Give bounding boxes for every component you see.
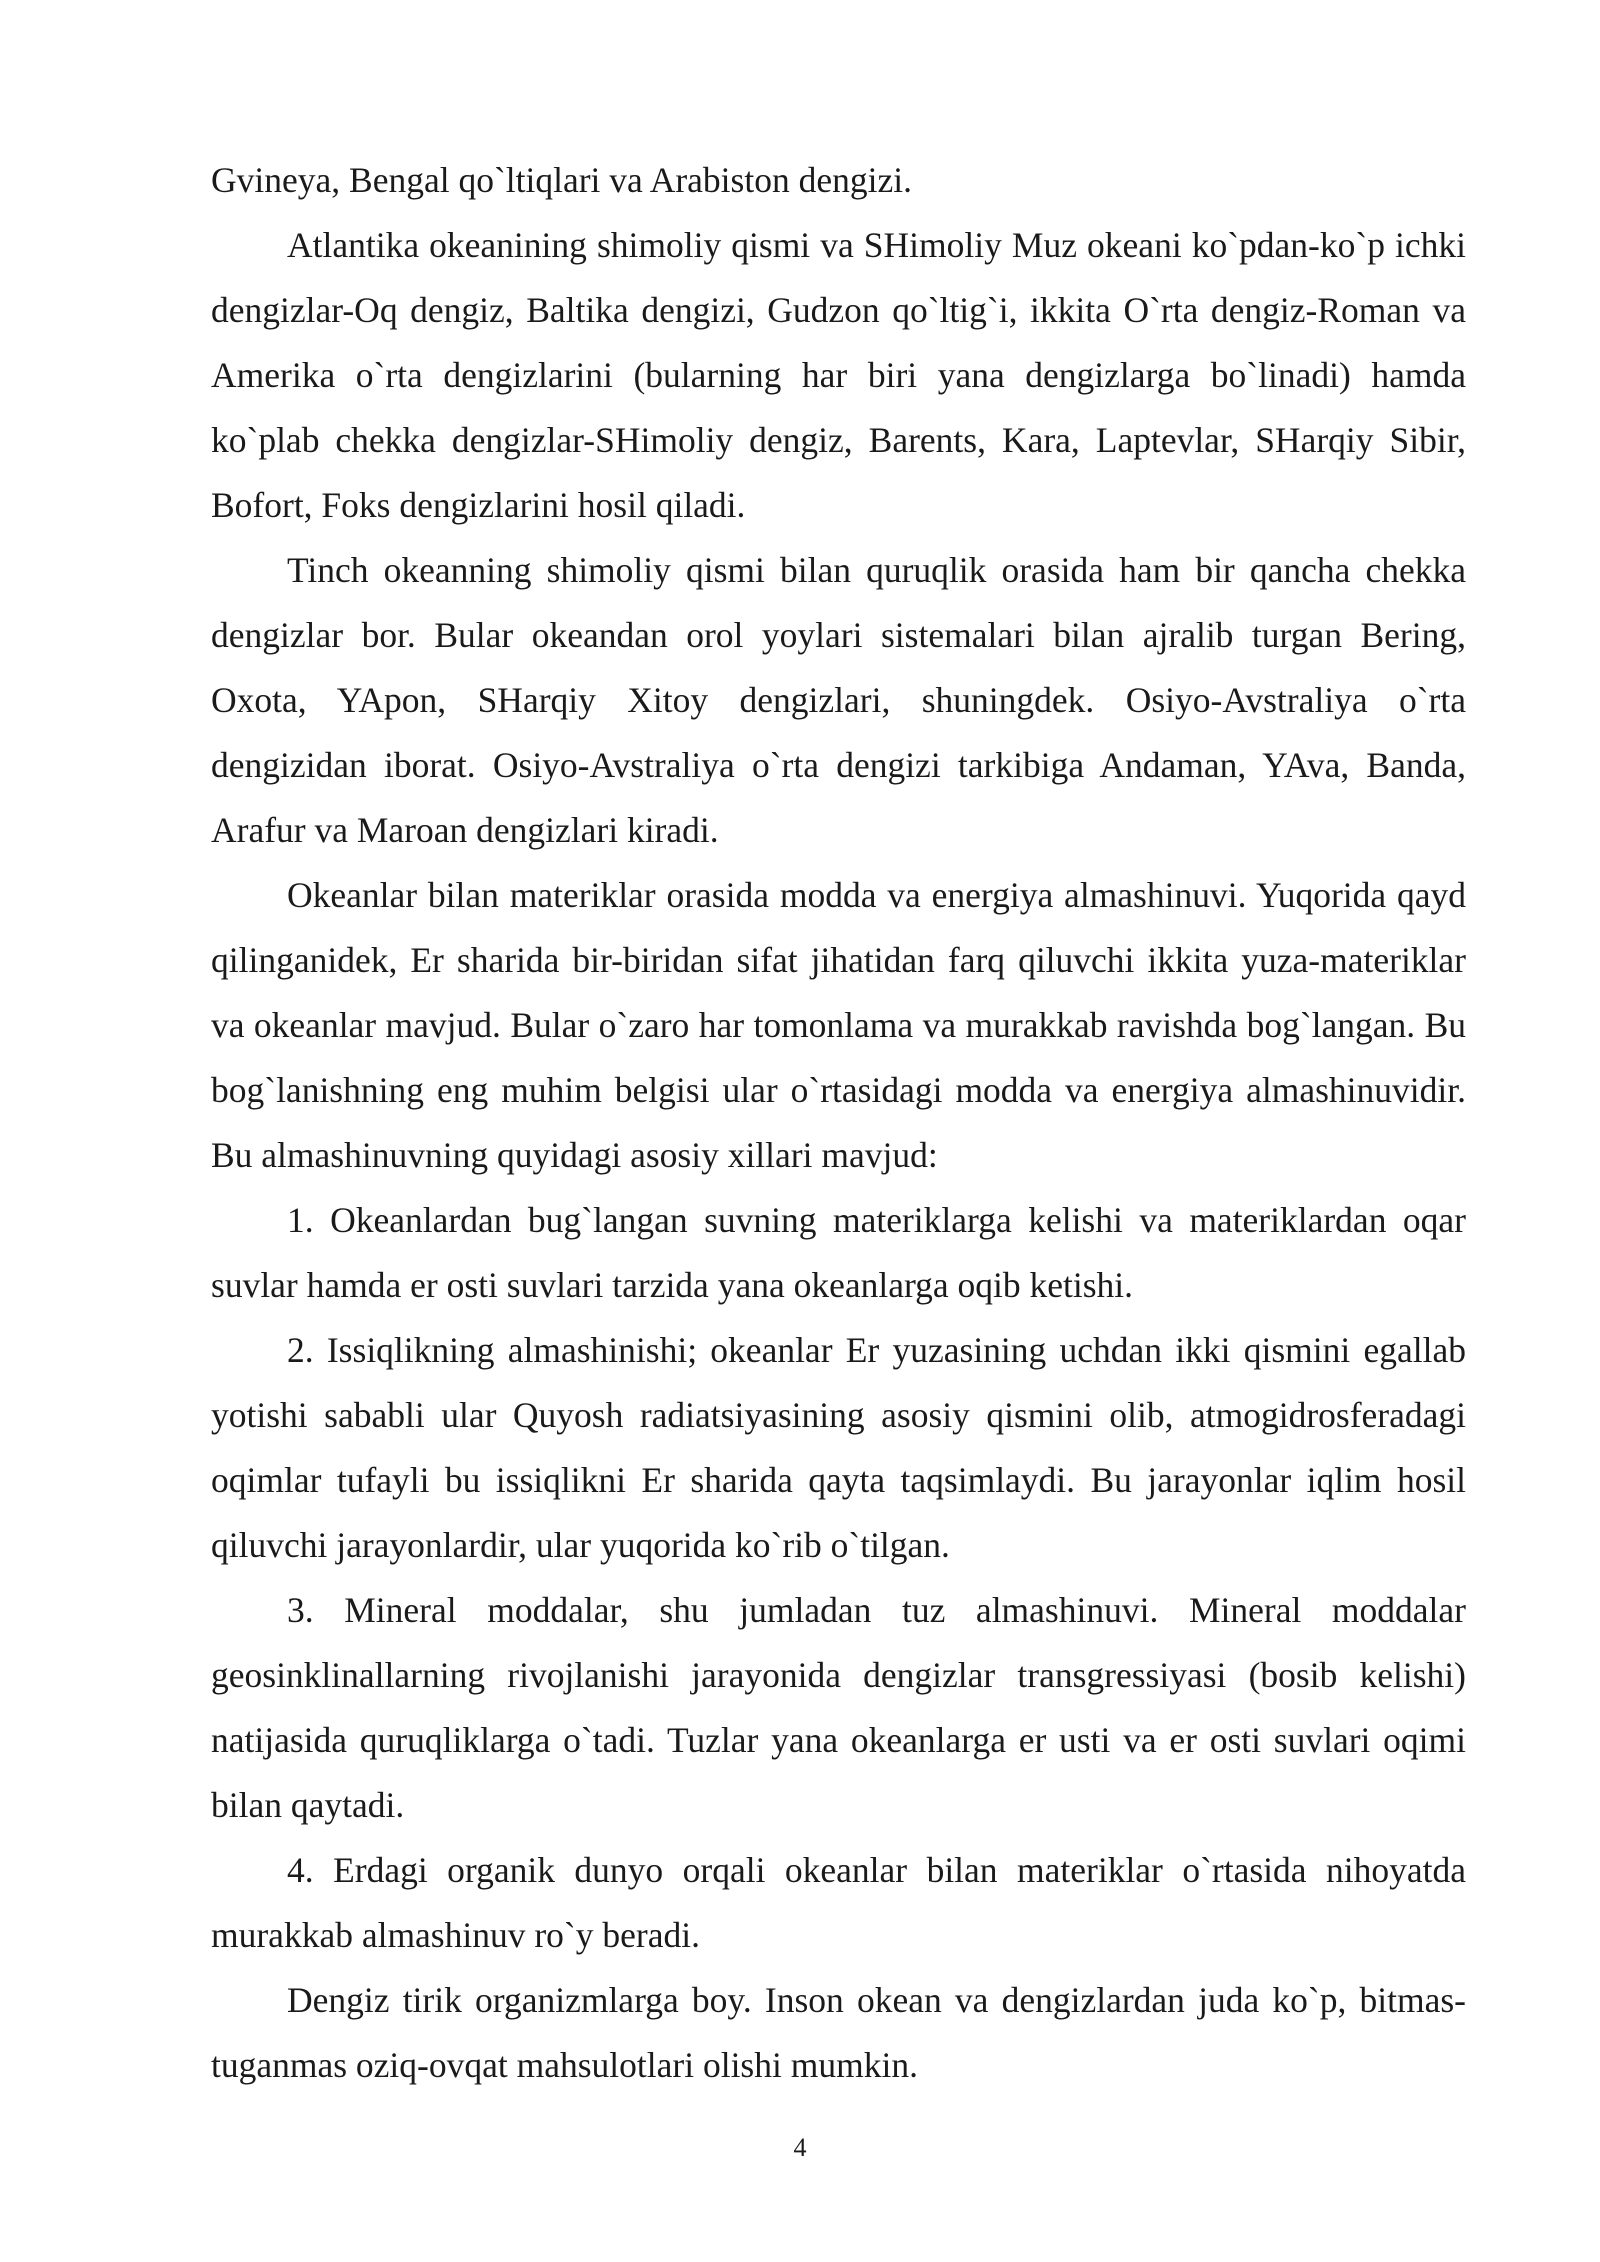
- page-number: 4: [793, 2133, 807, 2162]
- body-text: [211, 148, 1466, 2098]
- paragraph-4: Okeanlar bilan materiklar orasida modda va energiya almashinuvi. Yuqorida qayd qilinganidek, Er sharida bir-biridan sifat jihatidan farq qiluvchi ikkita yuza-materiklar va okeanlar mavjud. Bular o`zaro har tomonlama va murakkab ravishda bog`langan. Bu bog`lanishning eng muhim belgisi ular o`rtasidagi modda va energiya almashinuvidir. Bu almashinuvning quyidagi asosiy xillari mavjud:: [211, 875, 1466, 1175]
- paragraph-1: Gvineya, Bengal qo`ltiqlari va Arabiston dengizi.: [211, 160, 912, 200]
- paragraph-2: Atlantika okeanining shimoliy qismi va SHimoliy Muz okeani ko`pdan-ko`p ichki dengizlar-Oq dengiz, Baltika dengizi, Gudzon qo`ltig`i, ikkita O`rta dengiz-Roman va Amerika o`rta dengizlarini (bularning har biri yana dengizlarga bo`linadi) hamda ko`plab chekka dengizlar-SHimoliy dengiz, Barents, Kara, Laptevlar, SHarqiy Sibir, Bofort, Foks dengizlarini hosil qiladi.: [211, 225, 1466, 525]
- list-item-3: 3. Mineral moddalar, shu jumladan tuz almashinuvi. Mineral moddalar geosinklinallarning rivojlanishi jarayonida dengizlar transgressiyasi (bosib kelishi) natijasida quruqliklarga o`tadi. Tuzlar yana okeanlarga er usti va er osti suvlari oqimi bilan qaytadi.: [211, 1590, 1466, 1825]
- list-item-4: 4. Erdagi organik dunyo orqali okeanlar bilan materiklar o`rtasida nihoyatda murakkab almashinuv ro`y beradi.: [211, 1850, 1466, 1955]
- paragraph-final: Dengiz tirik organizmlarga boy. Inson okean va dengizlardan juda ko`p, bitmas-tuganmas oziq-ovqat mahsulotlari olishi mumkin.: [211, 1980, 1466, 2085]
- list-item-2: 2. Issiqlikning almashinishi; okeanlar Er yuzasining uchdan ikki qismini egallab yotishi sababli ular Quyosh radiatsiyasining asosiy qismini olib, atmogidrosferadagi oqimlar tufayli bu issiqlikni Er sharida qayta taqsimlaydi. Bu jarayonlar iqlim hosil qiluvchi jarayonlardir, ular yuqorida ko`rib o`tilgan.: [211, 1330, 1466, 1565]
- paragraph-3: Tinch okeanning shimoliy qismi bilan quruqlik orasida ham bir qancha chekka dengizlar bor. Bular okeandan orol yoylari sistemalari bilan ajralib turgan Bering, Oxota, YApon, SHarqiy Xitoy dengizlari, shuningdek. Osiyo-Avstraliya o`rta dengizidan iborat. Osiyo-Avstraliya o`rta dengizi tarkibiga Andaman, YAva, Banda, Arafur va Maroan dengizlari kiradi.: [211, 550, 1466, 850]
- list-item-1: 1. Okeanlardan bug`langan suvning materiklarga kelishi va materiklardan oqar suvlar hamda er osti suvlari tarzida yana okeanlarga oqib ketishi.: [211, 1200, 1466, 1305]
